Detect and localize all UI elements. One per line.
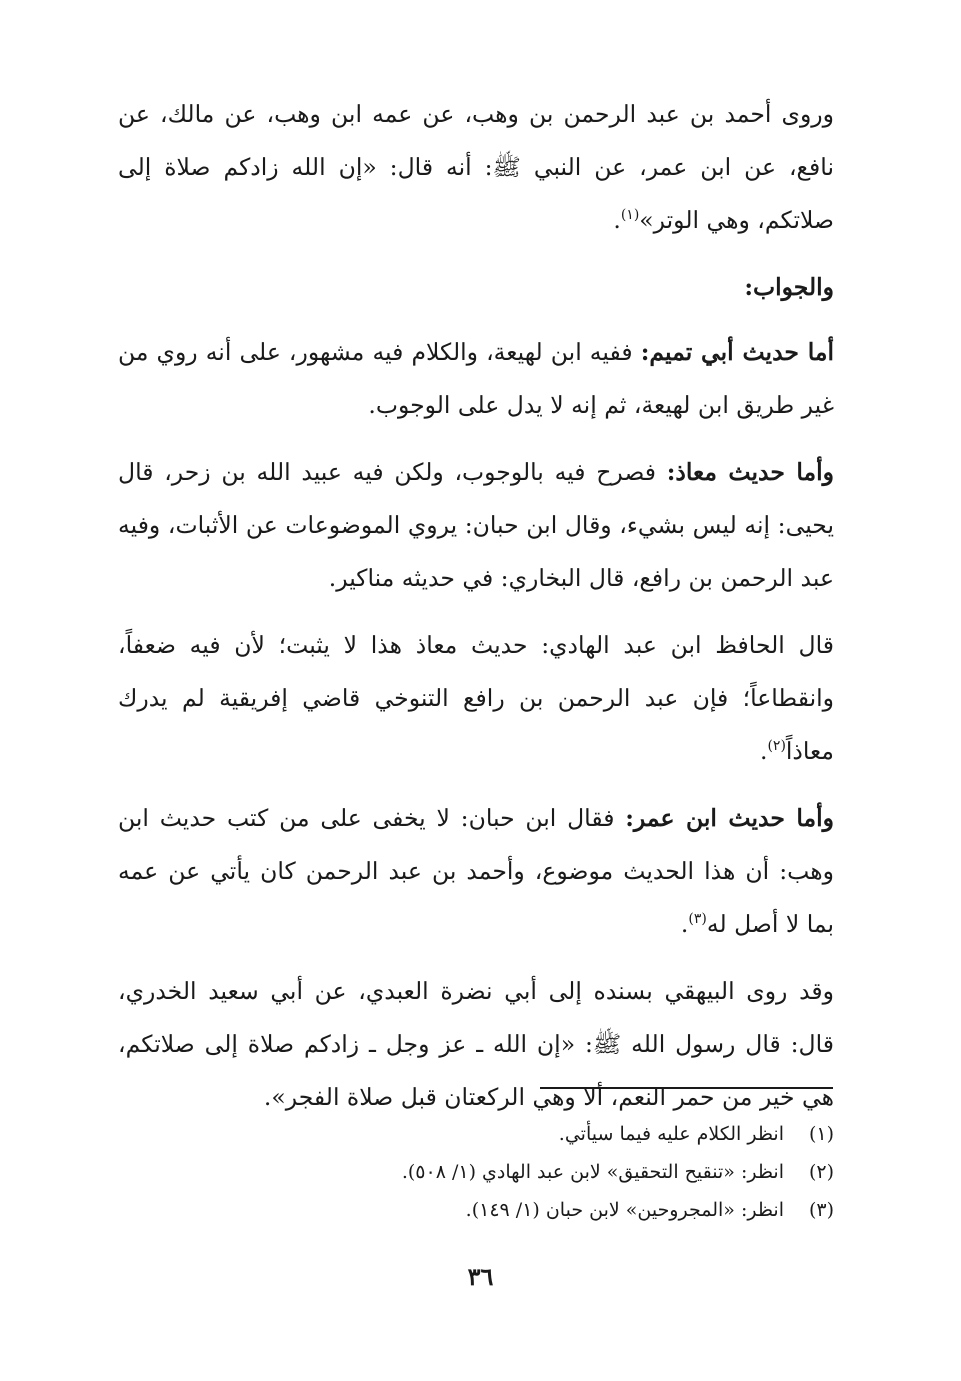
heading-text: والجواب:	[744, 273, 834, 301]
paragraph-tail: .	[613, 206, 621, 234]
footnote-text: انظر: «تنقيح التحقيق» لابن عبد الهادي (١/ ٥٠٨).	[401, 1161, 784, 1183]
page-number: ٣٦	[467, 1262, 494, 1291]
paragraph-text: وروى أحمد بن عبد الرحمن بن وهب، عن عمه ابن وهب، عن مالك، عن نافع، عن ابن عمر، عن النبي ﷺ: أنه قال: «إن الله زادكم صلاة إلى صلاتكم، وهي الوتر»	[118, 100, 834, 234]
footnote-item	[134, 1153, 834, 1191]
paragraph-muadh	[118, 446, 834, 605]
footnote-ref-1: (١)	[620, 207, 640, 224]
paragraph-lead: وأما حديث ابن عمر:	[625, 804, 834, 832]
main-text	[118, 88, 834, 1138]
paragraph-lead: أما حديث أبي تميم:	[640, 338, 834, 366]
paragraph-text: قال الحافظ ابن عبد الهادي: حديث معاذ هذا لا يثبت؛ لأن فيه ضعفاً، وانقطاعاً؛ فإن عبد الرحمن بن رافع التنوخي قاضي إفريقية لم يدرك معاذاً	[118, 631, 834, 765]
paragraph-abu-tamim	[118, 326, 834, 432]
paragraph-bayhaqi	[118, 965, 834, 1124]
footnote-text: انظر الكلام عليه فيما سيأتي.	[558, 1123, 784, 1145]
footnote-item	[134, 1115, 834, 1153]
footnote-ref-2: (٢)	[767, 738, 786, 755]
paragraph-text: فصرح فيه بالوجوب، ولكن فيه عبيد الله بن زحر، قال يحيى: إنه ليس بشيء، وقال ابن حبان: يروي الموضوعات عن الأثبات، وفيه عبد الرحمن بن رافع، قال البخاري: في حديثه مناكير.	[118, 458, 834, 592]
paragraph-text: فقال ابن حبان: لا يخفى على من كتب حديث ابن وهب: أن هذا الحديث موضوع، وأحمد بن عبد الرحمن كان يأتي عن عمه بما لا أصل له	[118, 804, 834, 938]
paragraph-ibn-abd-alhadi	[118, 619, 834, 778]
paragraph-tail: .	[680, 910, 689, 938]
paragraph-text: وقد روى البيهقي بسنده إلى أبي نضرة العبدي، عن أبي سعيد الخدري، قال: قال رسول الله ﷺ: «إن الله ـ عز وجل ـ زادكم صلاة إلى صلاتكم، هي خير من حمر النعم، ألا وهي الركعتان قبل صلاة الفجر».	[118, 977, 834, 1111]
paragraph-lead: وأما حديث معاذ:	[666, 458, 834, 486]
footnote-text: انظر: «المجروحين» لابن حبان (١/ ١٤٩).	[465, 1199, 784, 1221]
footnote-item	[134, 1191, 834, 1229]
footnote-number: (١)	[808, 1123, 834, 1145]
footnotes	[134, 1115, 834, 1229]
footnote-divider	[540, 1087, 833, 1089]
footnote-ref-3: (٣)	[688, 911, 707, 928]
paragraph-ibn-wahb-narration	[118, 88, 834, 247]
paragraph-tail: .	[759, 737, 768, 765]
footnote-number: (٣)	[808, 1199, 834, 1221]
section-heading-answer	[118, 261, 834, 314]
paragraph-text: ففيه ابن لهيعة، والكلام فيه مشهور، على أنه روي من غير طريق ابن لهيعة، ثم إنه لا يدل على الوجوب.	[118, 338, 834, 419]
paragraph-ibn-umar	[118, 792, 834, 951]
footnote-number: (٢)	[808, 1161, 834, 1183]
